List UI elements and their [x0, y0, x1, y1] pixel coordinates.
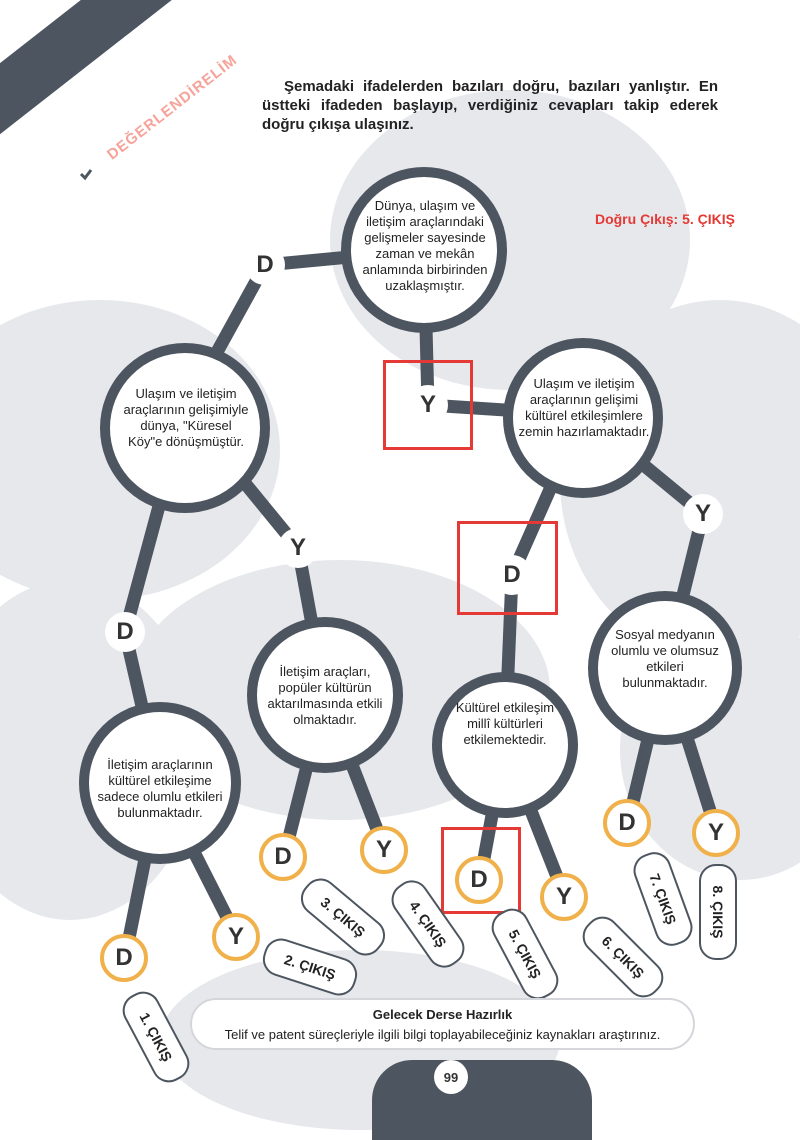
node-2-text: Ulaşım ve iletişim araçlarının gelişimiyle dünya, "Küresel Köy"e dönüşmüştür. [123, 386, 249, 449]
highlight-box [383, 360, 473, 450]
node-1-text: Dünya, ulaşım ve iletişim araçlarındaki gelişmeler sayesinde zaman ve mekân anlamında birbirinden uzaklaşmıştır. [362, 198, 488, 293]
node-3-text: Ulaşım ve iletişim araçlarının gelişimi kültürel etkileşimlere zemin hazırlamaktadır. [518, 376, 650, 439]
node-6-text: Kültürel etkileşim millî kültürleri etkilemektedir. [455, 700, 555, 747]
answer-badge-y: Y [212, 913, 260, 961]
answer-text: Doğru Çıkış: 5. ÇIKIŞ [594, 211, 735, 227]
node-7-text: Sosyal medyanın olumlu ve olumsuz etkileri bulunmaktadır. [611, 627, 719, 690]
homework-text: Telif ve patent süreçleriyle ilgili bilgi toplayabileceğiniz kaynakları araştırınız. [224, 1027, 661, 1042]
exit-7: 7. ÇIKIŞ [629, 847, 698, 950]
homework-box [190, 998, 695, 1050]
highlight-box [457, 521, 558, 615]
answer-badge-d: D [100, 934, 148, 982]
answer-badge-d: D [455, 856, 503, 904]
badge-y: Y [683, 494, 723, 534]
badge-d: D [105, 612, 145, 652]
badge-d: D [245, 245, 285, 285]
exit-2: 2. ÇIKIŞ [258, 934, 361, 1000]
exit-4: 4. ÇIKIŞ [385, 874, 471, 974]
answer-badge-y: Y [360, 826, 408, 874]
instructions-text: Şemadaki ifadelerden bazıları doğru, bazıları yanlıştır. En üstteki ifadeden başlayıp, verdiğiniz cevapları takip ederek doğru çıkışa ulaşınız. [262, 78, 718, 133]
exit-3: 3. ÇIKIŞ [294, 872, 392, 963]
exit-6: 6. ÇIKIŞ [576, 910, 671, 1005]
banner-title: DEĞERLENDİRELİM [104, 51, 241, 164]
answer-badge-y: Y [692, 809, 740, 857]
page-tab [372, 1060, 592, 1140]
exit-8: 8. ÇIKIŞ [699, 864, 737, 960]
exit-1: 1. ÇIKIŞ [117, 986, 196, 1089]
badge-y: Y [408, 385, 448, 425]
page-number: 99 [434, 1060, 468, 1094]
exit-5: 5. ÇIKIŞ [486, 903, 565, 1006]
badge-y: Y [278, 528, 318, 568]
homework-title: Gelecek Derse Hazırlık [372, 1007, 513, 1022]
answer-badge-d: D [259, 833, 307, 881]
badge-d: D [492, 555, 532, 595]
answer-badge-y: Y [540, 873, 588, 921]
node-4-text: İletişim araçlarının kültürel etkileşime sadece olumlu etkileri bulunmaktadır. [97, 757, 223, 820]
answer-badge-d: D [603, 799, 651, 847]
highlight-box [441, 827, 521, 914]
node-5-text: İletişim araçları, popüler kültürün aktarılmasında etkili olmaktadır. [267, 664, 383, 727]
checklist-icon [60, 148, 100, 188]
